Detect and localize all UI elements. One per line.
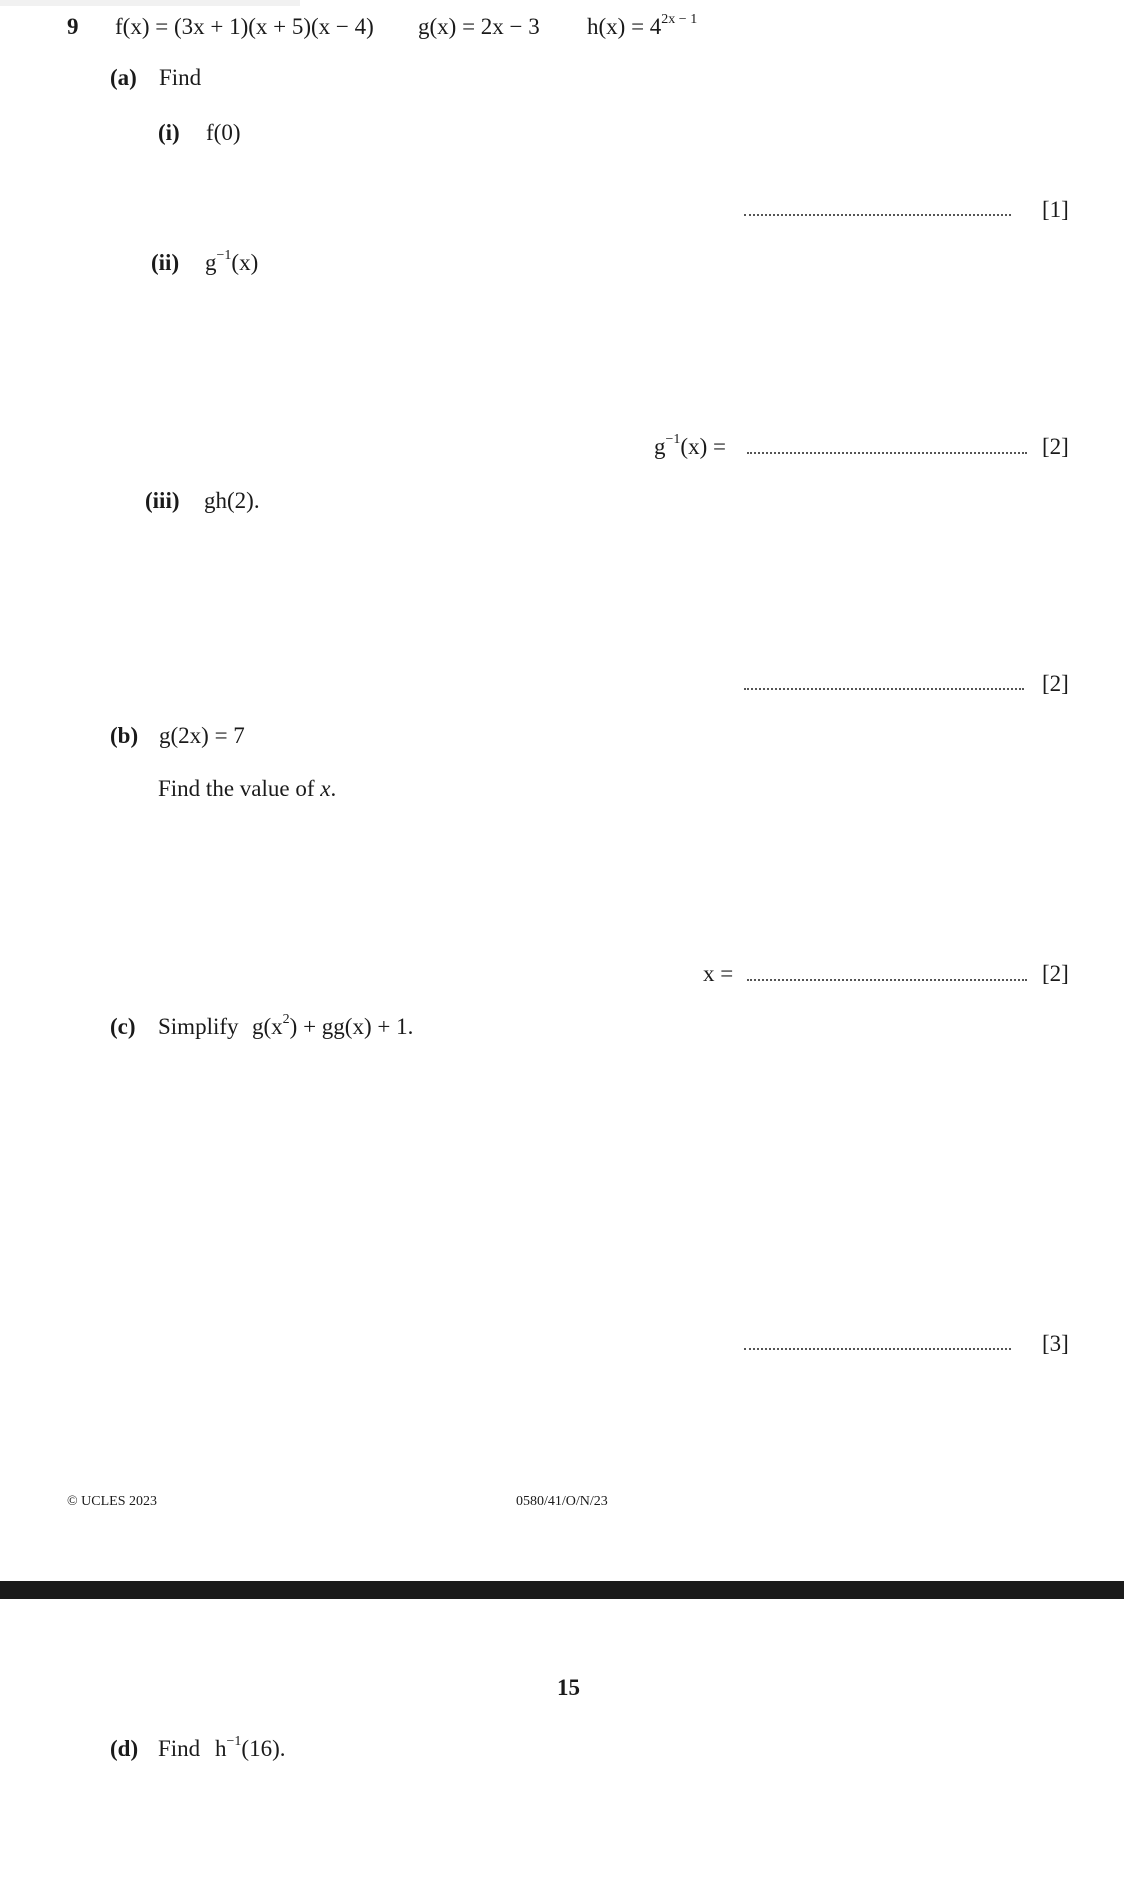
part-b-prompt-var: x [320,776,331,801]
part-b-prompt-text: Find the value of [158,776,321,801]
marks-c: [3] [1042,1331,1069,1356]
answer-prefix-a-ii [654,434,726,460]
answer-prefix-a-ii-tail: (x) = [680,434,726,459]
part-c-label: (c) [110,1014,136,1039]
part-a-label: (a) [110,65,137,90]
h-inverse-sup: −1 [226,1734,242,1749]
part-c-expr-a: g(x [252,1014,283,1039]
answer-line-a-ii[interactable] [747,452,1027,454]
scroll-top-shade [0,0,300,6]
page-number: 15 [557,1675,580,1700]
answer-prefix-b: x = [703,961,734,986]
page-separator-bar [0,1581,1124,1599]
part-d-prompt: Find [158,1736,201,1761]
h-inverse-base: h [215,1736,227,1761]
part-c-expression [252,1014,413,1040]
part-a-i-expression: f(0) [206,120,241,145]
answer-line-b[interactable] [747,979,1027,981]
part-c-expr-sup: 2 [282,1012,290,1027]
part-d-expression [215,1736,285,1762]
part-c-expr-b: ) + gg(x) + 1. [289,1014,414,1039]
part-a-iii-label: (iii) [145,488,180,513]
part-b-prompt-end: . [330,776,337,801]
answer-line-a-iii[interactable] [744,688,1024,690]
h-definition-exponent: 2x − 1 [661,12,698,27]
f-definition: f(x) = (3x + 1)(x + 5)(x − 4) [115,14,374,39]
footer-paper-code: 0580/41/O/N/23 [516,1494,608,1509]
g-inverse-base: g [205,250,217,275]
part-a-iii-expression: gh(2). [204,488,260,513]
part-a-prompt: Find [159,65,202,90]
answer-line-a-i[interactable] [744,214,1011,216]
part-a-i-label: (i) [158,120,180,145]
g-inverse-sup: −1 [216,248,232,263]
g-definition: g(x) = 2x − 3 [418,14,540,39]
footer-copyright: © UCLES 2023 [67,1494,157,1509]
part-a-ii-label: (ii) [151,250,180,275]
g-inverse-tail: (x) [231,250,259,275]
part-d-label: (d) [110,1736,139,1761]
part-b-given: g(2x) = 7 [159,723,245,748]
answer-prefix-a-ii-sup: −1 [665,432,681,447]
part-c-prompt: Simplify [158,1014,239,1039]
part-b-label: (b) [110,723,139,748]
h-definition-base: h(x) = 4 [587,14,662,39]
part-a-ii-expression [205,250,258,276]
marks-a-ii: [2] [1042,434,1069,459]
part-b-prompt [158,776,336,802]
marks-a-iii: [2] [1042,671,1069,696]
marks-b: [2] [1042,961,1069,986]
h-inverse-tail: (16). [241,1736,286,1761]
marks-a-i: [1] [1042,197,1069,222]
answer-line-c[interactable] [744,1348,1011,1350]
h-definition [587,14,697,40]
answer-prefix-a-ii-base: g [654,434,666,459]
question-number: 9 [67,14,79,39]
